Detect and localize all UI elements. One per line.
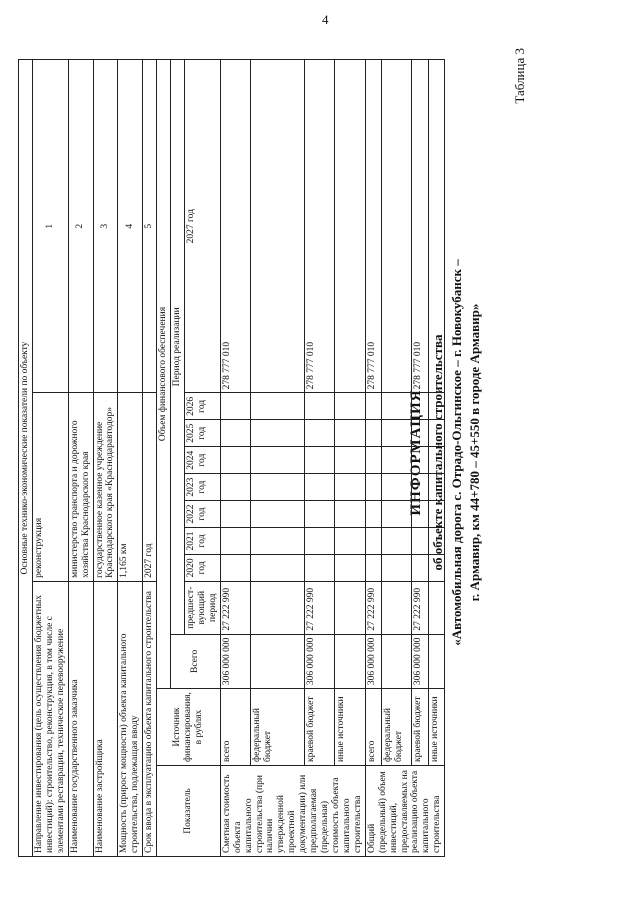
- title-object-name-2: г. Армавир, км 44+780 – 45+550 в городе Армавир»: [467, 303, 482, 602]
- finance-year-empty: [220, 420, 250, 447]
- finance-header: Объем финансового обеспечения: [157, 60, 171, 689]
- finance-prev: [335, 581, 365, 634]
- indicator-number: 5: [143, 60, 157, 393]
- finance-total: 306 000 000: [411, 634, 428, 689]
- indicator-label: Мощность (прирост мощности) объекта капитального строительства, подлежащая вводу: [118, 581, 143, 856]
- finance-row: [305, 60, 335, 857]
- finance-year-empty: [335, 501, 365, 528]
- year-header: 2022 год: [184, 501, 220, 528]
- finance-source: всего: [220, 689, 250, 766]
- indicator-value: министерство транспорта и дорожного хозяйства Краснодарского края: [68, 393, 93, 581]
- indicator-number: 1: [32, 60, 68, 393]
- finance-year-empty: [382, 420, 412, 447]
- finance-source: всего: [365, 689, 382, 766]
- indicator-row: [93, 60, 118, 857]
- finance-year-empty: [365, 554, 382, 581]
- year-header: 2024 год: [184, 447, 220, 474]
- finance-total: 306 000 000: [305, 634, 335, 689]
- finance-year-empty: [428, 554, 445, 581]
- title-subheading: об объекте капитального строительства: [430, 334, 445, 571]
- finance-year-empty: [335, 447, 365, 474]
- title-heading: ИНФОРМАЦИЯ: [408, 389, 424, 516]
- finance-year-empty: [251, 501, 305, 528]
- finance-year-empty: [335, 420, 365, 447]
- finance-year-empty: [428, 501, 445, 528]
- finance-row: [220, 60, 250, 857]
- indicator-row: [143, 60, 157, 857]
- finance-year-empty: [382, 474, 412, 501]
- finance-row: [428, 60, 445, 857]
- finance-year-empty: [382, 501, 412, 528]
- year-header: 2027 год: [184, 60, 220, 393]
- indicator-value: 1,165 км: [118, 393, 143, 581]
- finance-year-empty: [335, 474, 365, 501]
- finance-prev: 27 222 990: [411, 581, 428, 634]
- finance-year-empty: [305, 501, 335, 528]
- finance-year-empty: [365, 527, 382, 554]
- finance-year-empty: [382, 393, 412, 420]
- finance-header-row: [157, 60, 171, 857]
- finance-source: иные источники: [335, 689, 365, 766]
- finance-year-empty: [428, 420, 445, 447]
- col-total-header: Всего: [171, 634, 221, 689]
- finance-year-empty: [305, 420, 335, 447]
- finance-year-empty: [220, 474, 250, 501]
- finance-year-empty: [305, 393, 335, 420]
- finance-year-empty: [335, 554, 365, 581]
- table-number: Таблица 3: [512, 48, 527, 104]
- section-header: Основные технико-экономические показатели по объекту: [19, 60, 33, 857]
- col-source-header: Источник финансирования, в рублях: [157, 689, 221, 766]
- year-header: 2021 год: [184, 527, 220, 554]
- finance-year-empty: [382, 447, 412, 474]
- finance-row: [382, 60, 412, 857]
- section-header-row: [19, 60, 33, 857]
- finance-total: [382, 634, 412, 689]
- finance-year-empty: [220, 554, 250, 581]
- finance-prev: 27 222 990: [305, 581, 335, 634]
- indicator-label: Наименование государственного заказчика: [68, 581, 93, 856]
- finance-year-empty: [251, 393, 305, 420]
- period-header: Период реализации: [171, 60, 185, 635]
- year-header: 2023 год: [184, 474, 220, 501]
- finance-prev: [251, 581, 305, 634]
- finance-total: [428, 634, 445, 689]
- finance-2027: 278 777 010: [220, 60, 250, 393]
- year-header: 2020 год: [184, 554, 220, 581]
- page-number: 4: [322, 12, 329, 27]
- finance-year-empty: [411, 447, 428, 474]
- finance-year-empty: [411, 474, 428, 501]
- title-object-name-1: «Автомобильная дорога с. Отрадо-Ольгинское – г. Новокубанск –: [449, 259, 464, 646]
- finance-year-empty: [411, 554, 428, 581]
- object-info-table: [18, 59, 445, 857]
- indicator-row: [32, 60, 68, 857]
- finance-year-empty: [220, 527, 250, 554]
- indicator-value: государственное казенное учреждение Краснодарского края «Краснодаравтодор»: [93, 393, 118, 581]
- finance-prev: 27 222 990: [365, 581, 382, 634]
- finance-indicator: Сметная стоимость объекта капитального строительства (при наличии утвержденной проектной документации) или предполагаемая (предельная) стоимость объекта капитального строительства: [220, 766, 365, 857]
- finance-2027: [335, 60, 365, 393]
- finance-year-empty: [305, 474, 335, 501]
- indicator-row: [68, 60, 93, 857]
- finance-total: 306 000 000: [365, 634, 382, 689]
- col-indicator-header: Показатель: [157, 766, 221, 857]
- finance-row: [335, 60, 365, 857]
- indicator-label: Срок ввода в эксплуатацию объекта капитального строительства: [143, 581, 157, 856]
- finance-year-empty: [251, 420, 305, 447]
- finance-total: [335, 634, 365, 689]
- finance-prev: [382, 581, 412, 634]
- finance-2027: [382, 60, 412, 393]
- finance-year-empty: [220, 447, 250, 474]
- finance-year-empty: [428, 527, 445, 554]
- finance-prev: [428, 581, 445, 634]
- finance-year-empty: [335, 527, 365, 554]
- finance-year-empty: [428, 393, 445, 420]
- finance-year-empty: [428, 474, 445, 501]
- finance-indicator: Общий (предельный) объем инвестиций, предоставляемых на реализацию объекта капитального строительства: [365, 766, 444, 857]
- finance-year-empty: [251, 447, 305, 474]
- finance-year-empty: [365, 447, 382, 474]
- finance-source: федеральный бюджет: [251, 689, 305, 766]
- finance-year-empty: [220, 393, 250, 420]
- indicator-number: 2: [68, 60, 93, 393]
- year-header: 2026 год: [184, 393, 220, 420]
- finance-source: федеральный бюджет: [382, 689, 412, 766]
- finance-year-empty: [220, 501, 250, 528]
- indicator-value: 2027 год: [143, 393, 157, 581]
- finance-year-empty: [382, 554, 412, 581]
- finance-year-empty: [411, 420, 428, 447]
- finance-year-empty: [251, 527, 305, 554]
- finance-year-empty: [411, 527, 428, 554]
- finance-year-empty: [365, 474, 382, 501]
- finance-source: краевой бюджет: [305, 689, 335, 766]
- finance-year-empty: [305, 554, 335, 581]
- finance-year-empty: [365, 501, 382, 528]
- finance-year-empty: [428, 447, 445, 474]
- finance-row: [365, 60, 382, 857]
- finance-year-empty: [411, 501, 428, 528]
- finance-year-empty: [335, 393, 365, 420]
- finance-2027: 278 777 010: [305, 60, 335, 393]
- rotated-page: [0, 30, 640, 875]
- finance-2027: 278 777 010: [365, 60, 382, 393]
- indicator-number: 3: [93, 60, 118, 393]
- year-header: 2025 год: [184, 420, 220, 447]
- finance-row: [251, 60, 305, 857]
- finance-year-empty: [251, 474, 305, 501]
- finance-year-empty: [365, 420, 382, 447]
- finance-year-empty: [411, 393, 428, 420]
- indicator-row: [118, 60, 143, 857]
- indicator-number: 4: [118, 60, 143, 393]
- finance-2027: [251, 60, 305, 393]
- finance-year-empty: [305, 447, 335, 474]
- finance-total: 306 000 000: [220, 634, 250, 689]
- finance-total: [251, 634, 305, 689]
- finance-year-empty: [382, 527, 412, 554]
- finance-year-empty: [305, 527, 335, 554]
- finance-2027: 278 777 010: [411, 60, 428, 393]
- finance-source: иные источники: [428, 689, 445, 766]
- finance-year-empty: [365, 393, 382, 420]
- finance-prev: 27 222 990: [220, 581, 250, 634]
- col-prev-header: предшест-вующий период: [184, 581, 220, 634]
- indicator-value: реконструкция: [32, 393, 68, 581]
- finance-row: [411, 60, 428, 857]
- indicator-label: Направление инвестирования (цель осуществления бюджетных инвестиций): строительство, реконструкция, в том числе с элементами реставрации, техническое перевооружение: [32, 581, 68, 856]
- indicator-label: Наименование застройщика: [93, 581, 118, 856]
- finance-source: краевой бюджет: [411, 689, 428, 766]
- finance-2027: [428, 60, 445, 393]
- finance-year-empty: [251, 554, 305, 581]
